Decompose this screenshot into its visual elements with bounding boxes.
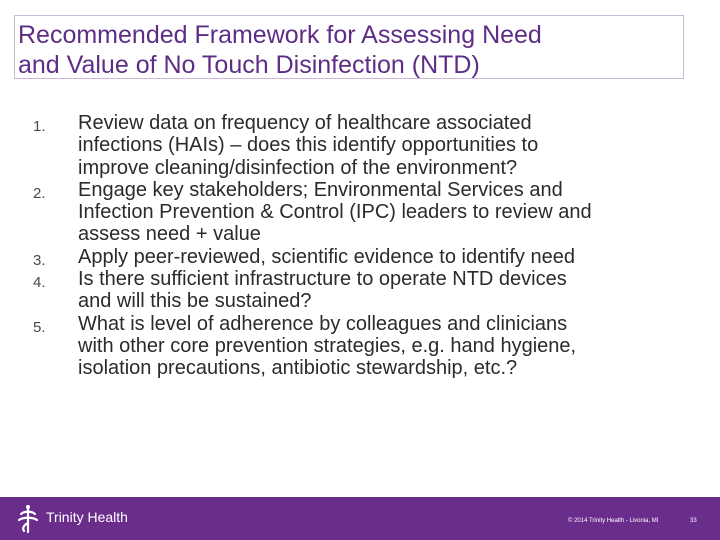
- list-item-number: 5.: [33, 318, 46, 336]
- list-item: [28, 179, 708, 246]
- list-item-text-line: Engage key stakeholders; Environmental Services and: [78, 178, 563, 201]
- list-item-number: 2.: [33, 184, 46, 202]
- list-item-text-line: Is there sufficient infrastructure to operate NTD devices: [78, 268, 567, 291]
- list-item-text-line: and will this be sustained?: [78, 290, 312, 313]
- slide-title-box: [14, 15, 684, 79]
- list-item-text-line: infections (HAIs) – does this identify opportunities to: [78, 134, 539, 157]
- list-item: [28, 313, 708, 380]
- list-item-text-line: Infection Prevention & Control (IPC) leaders to review and: [78, 201, 592, 224]
- list-item: [28, 112, 708, 179]
- page-number: 33: [690, 518, 697, 524]
- footer-bar: [0, 497, 720, 540]
- list-item-text-line: improve cleaning/disinfection of the environment?: [78, 156, 518, 179]
- list-item-text-line: What is level of adherence by colleagues and clinicians: [78, 312, 568, 335]
- list-item-text-line: assess need + value: [78, 223, 261, 246]
- list-item-text-line: with other core prevention strategies, e.g. hand hygiene,: [78, 334, 577, 357]
- list-item-number: 3.: [33, 251, 46, 269]
- slide-title-line-1: Recommended Framework for Assessing Need: [18, 21, 542, 49]
- list-item: [28, 246, 708, 268]
- trinity-health-logo-icon: [14, 503, 42, 535]
- list-item-text-line: Review data on frequency of healthcare associated: [78, 112, 532, 134]
- logo-text: Trinity Health: [46, 509, 128, 525]
- list-item-text-line: Apply peer-reviewed, scientific evidence to identify need: [78, 245, 575, 268]
- trinity-health-logo: [14, 503, 144, 535]
- list-item: [28, 268, 708, 313]
- list-item-number: 1.: [33, 118, 46, 135]
- framework-list: [28, 112, 708, 380]
- list-item-text-line: isolation precautions, antibiotic stewardship, etc.?: [78, 357, 518, 380]
- copyright-notice: © 2014 Trinity Health - Livonia, MI: [568, 518, 659, 524]
- slide-title-line-2: and Value of No Touch Disinfection (NTD): [18, 51, 480, 79]
- list-item-number: 4.: [33, 274, 46, 292]
